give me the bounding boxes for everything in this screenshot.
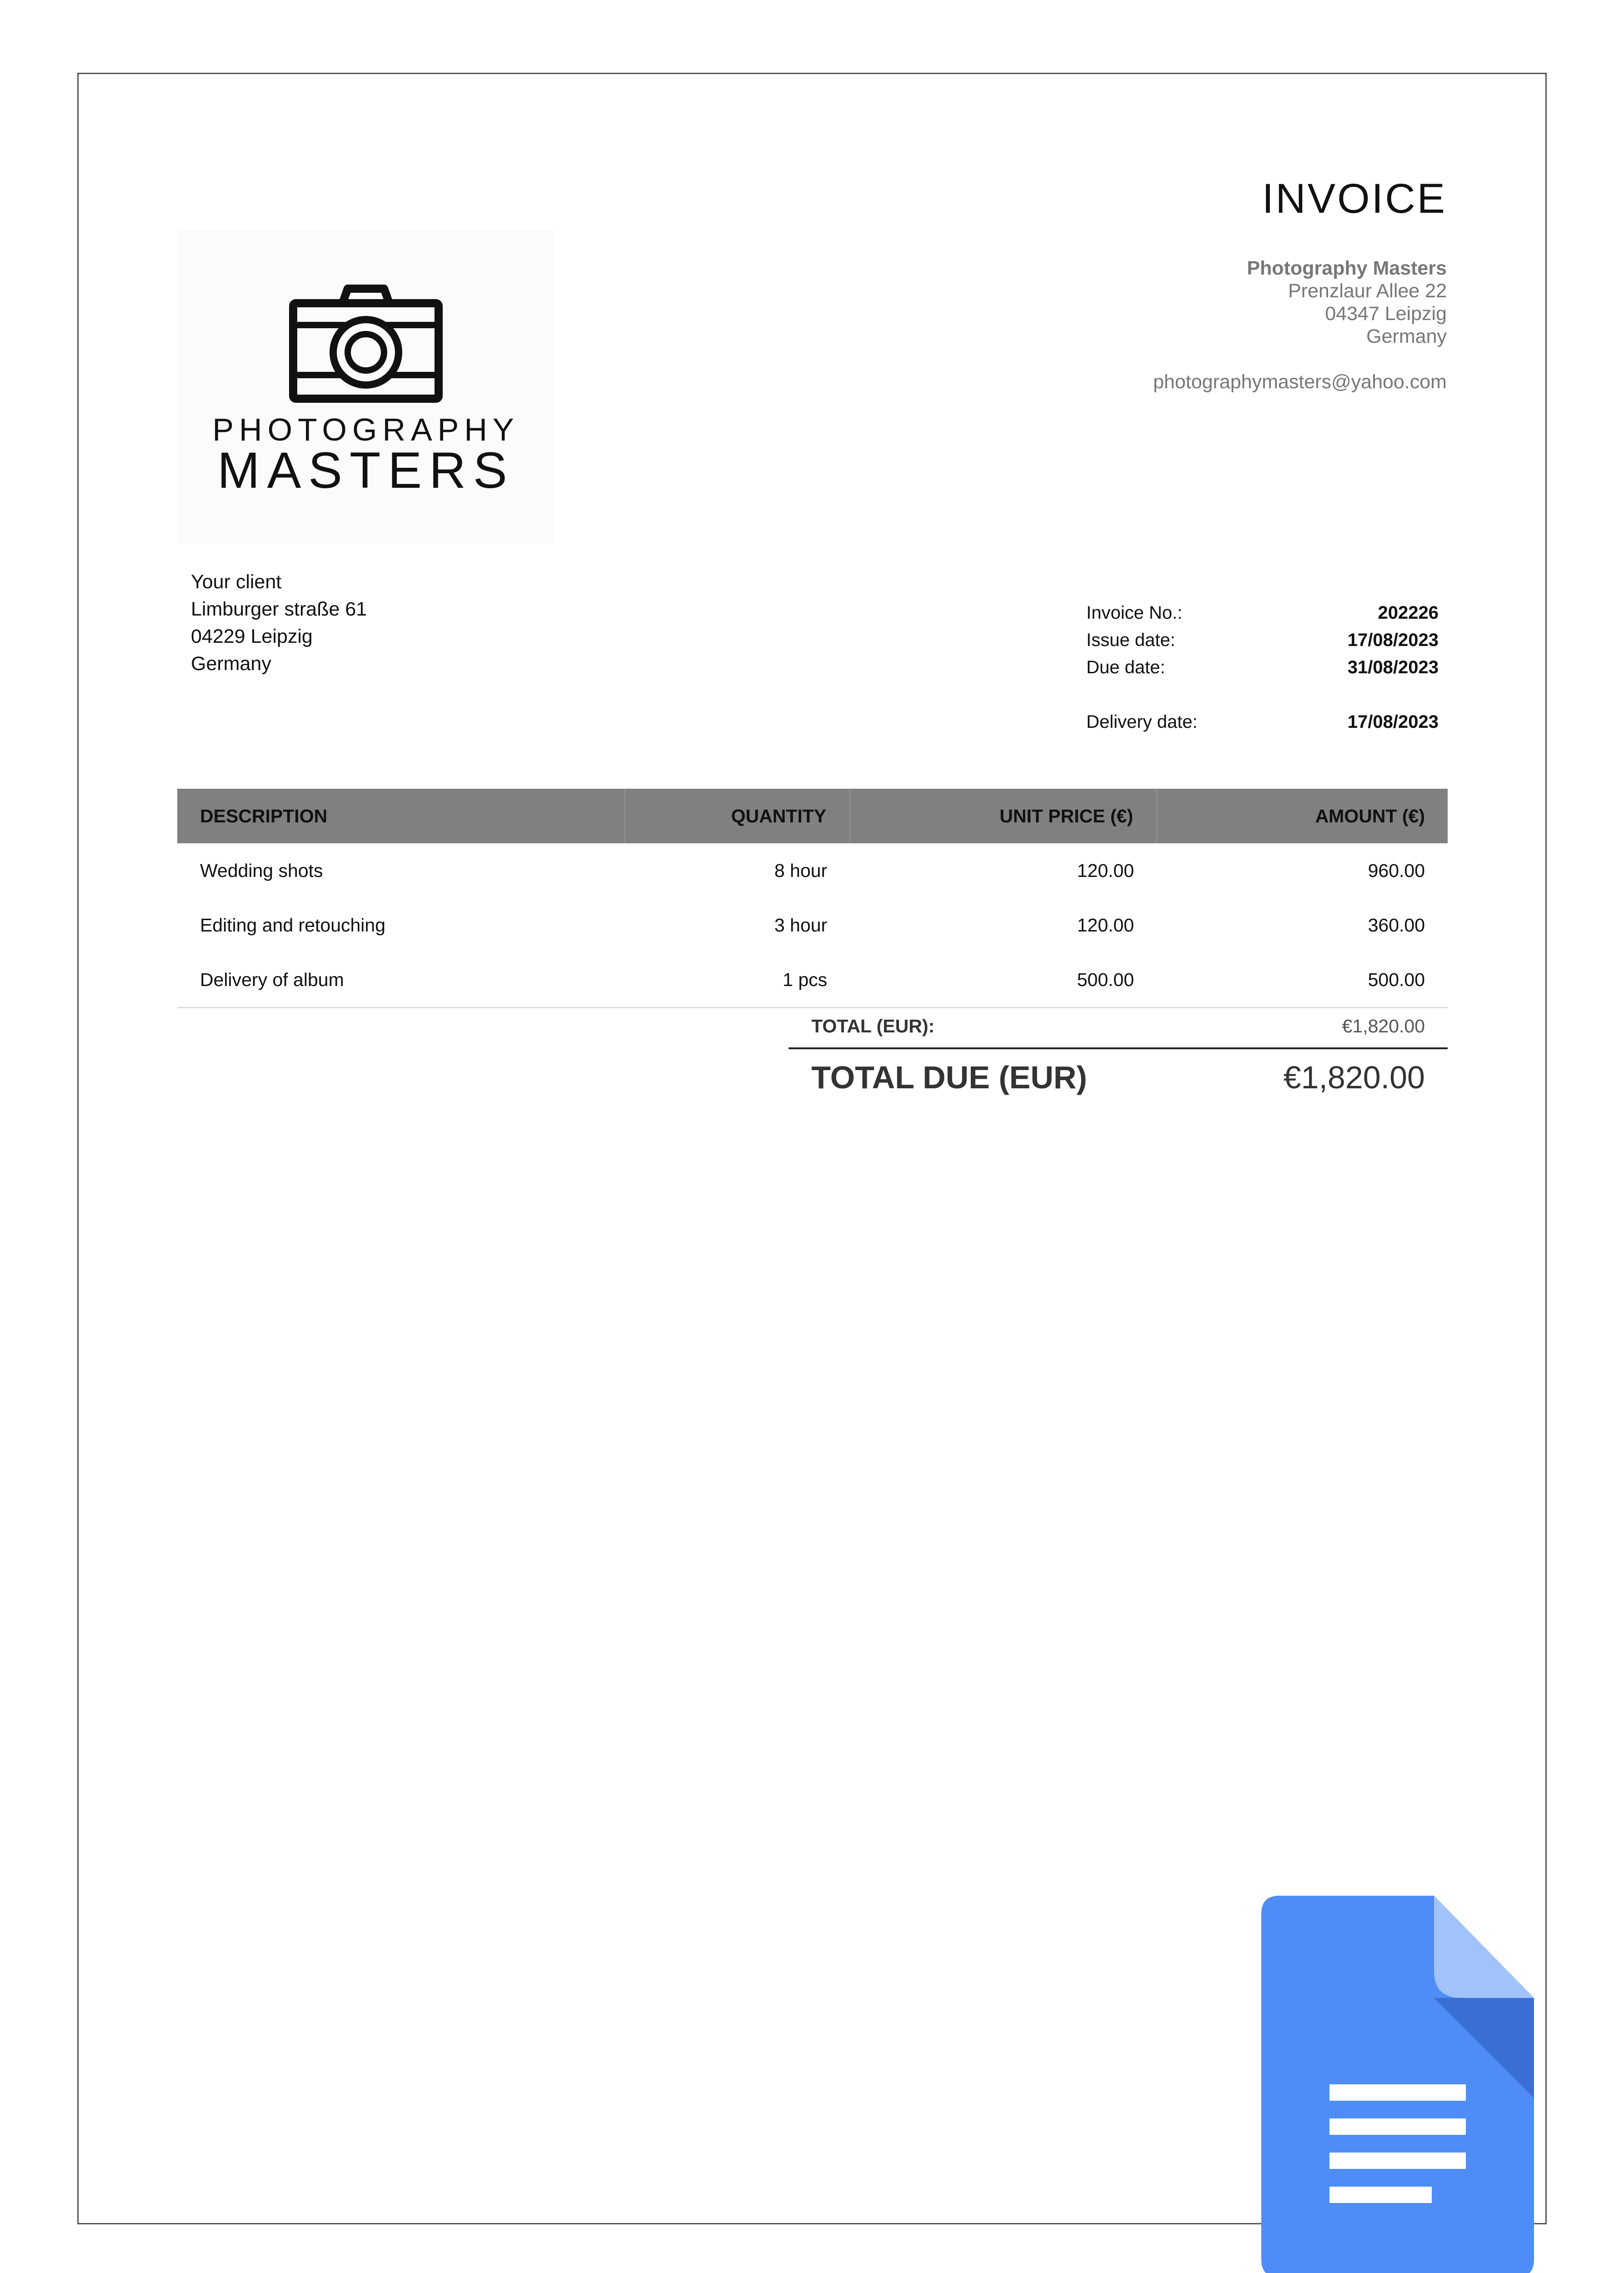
header-amount: AMOUNT (€) [1157, 789, 1448, 843]
header-description: DESCRIPTION [177, 789, 625, 843]
delivery-date-value: 17/08/2023 [1347, 712, 1439, 732]
item-amount: 500.00 [1157, 952, 1448, 1008]
logo-line-1: PHOTOGRAPHY [212, 412, 520, 447]
item-quantity: 1 pcs [625, 952, 850, 1008]
sender-email: photographymasters@yahoo.com [1153, 371, 1447, 393]
item-unit-price: 120.00 [1077, 914, 1134, 936]
table-row [177, 843, 1448, 898]
invoice-title: INVOICE [1262, 175, 1447, 222]
issue-date-label: Issue date: [1086, 630, 1175, 650]
item-description: Editing and retouching [200, 914, 386, 936]
due-date-value: 31/08/2023 [1347, 657, 1439, 677]
item-unit-price: 500.00 [850, 952, 1157, 1008]
item-description: Wedding shots [200, 860, 323, 881]
camera-icon [289, 284, 443, 407]
client-address [191, 568, 367, 677]
delivery-date-label: Delivery date: [1086, 712, 1198, 732]
total-due-row [789, 1055, 1448, 1100]
item-description: Delivery of album [177, 952, 625, 1008]
issue-date-value: 17/08/2023 [1347, 630, 1439, 650]
client-city: 04229 Leipzig [191, 626, 313, 647]
header-unit-price: UNIT PRICE (€) [850, 789, 1157, 843]
due-date-label: Due date: [1086, 657, 1165, 677]
item-amount: 960.00 [1368, 860, 1425, 881]
issue-date-row [1086, 626, 1439, 654]
client-street: Limburger straße 61 [191, 598, 367, 620]
sender-country: Germany [1366, 325, 1447, 347]
table-row [177, 898, 1448, 952]
invoice-number-value: 202226 [1378, 603, 1439, 623]
item-amount: 360.00 [1368, 914, 1425, 936]
item-quantity: 3 hour [774, 914, 827, 936]
table-row [177, 952, 1448, 1008]
item-unit-price: 120.00 [1077, 860, 1134, 881]
invoice-number-label: Invoice No.: [1086, 603, 1183, 623]
invoice-number-row [1086, 599, 1439, 626]
company-logo [177, 230, 555, 543]
sender-street: Prenzlaur Allee 22 [1288, 280, 1447, 302]
items-table [177, 789, 1448, 1008]
total-value: €1,820.00 [1342, 1015, 1425, 1036]
item-quantity: 8 hour [774, 860, 827, 881]
sender-address [1153, 257, 1447, 393]
sender-name: Photography Masters [1247, 257, 1447, 279]
client-country: Germany [191, 653, 271, 675]
due-date-row [1086, 654, 1439, 681]
delivery-date-row [1086, 708, 1439, 736]
total-due-value: €1,820.00 [1283, 1060, 1425, 1095]
table-header-row [177, 789, 1448, 843]
sender-city: 04347 Leipzig [1325, 303, 1447, 325]
google-docs-icon [1261, 1896, 1539, 2273]
total-row [789, 1005, 1448, 1049]
total-label: TOTAL (EUR): [811, 1015, 935, 1036]
header-quantity: QUANTITY [625, 789, 850, 843]
logo-line-2: MASTERS [217, 442, 515, 499]
invoice-meta [1086, 599, 1439, 736]
total-due-label: TOTAL DUE (EUR) [811, 1060, 1087, 1095]
client-name: Your client [191, 571, 282, 593]
